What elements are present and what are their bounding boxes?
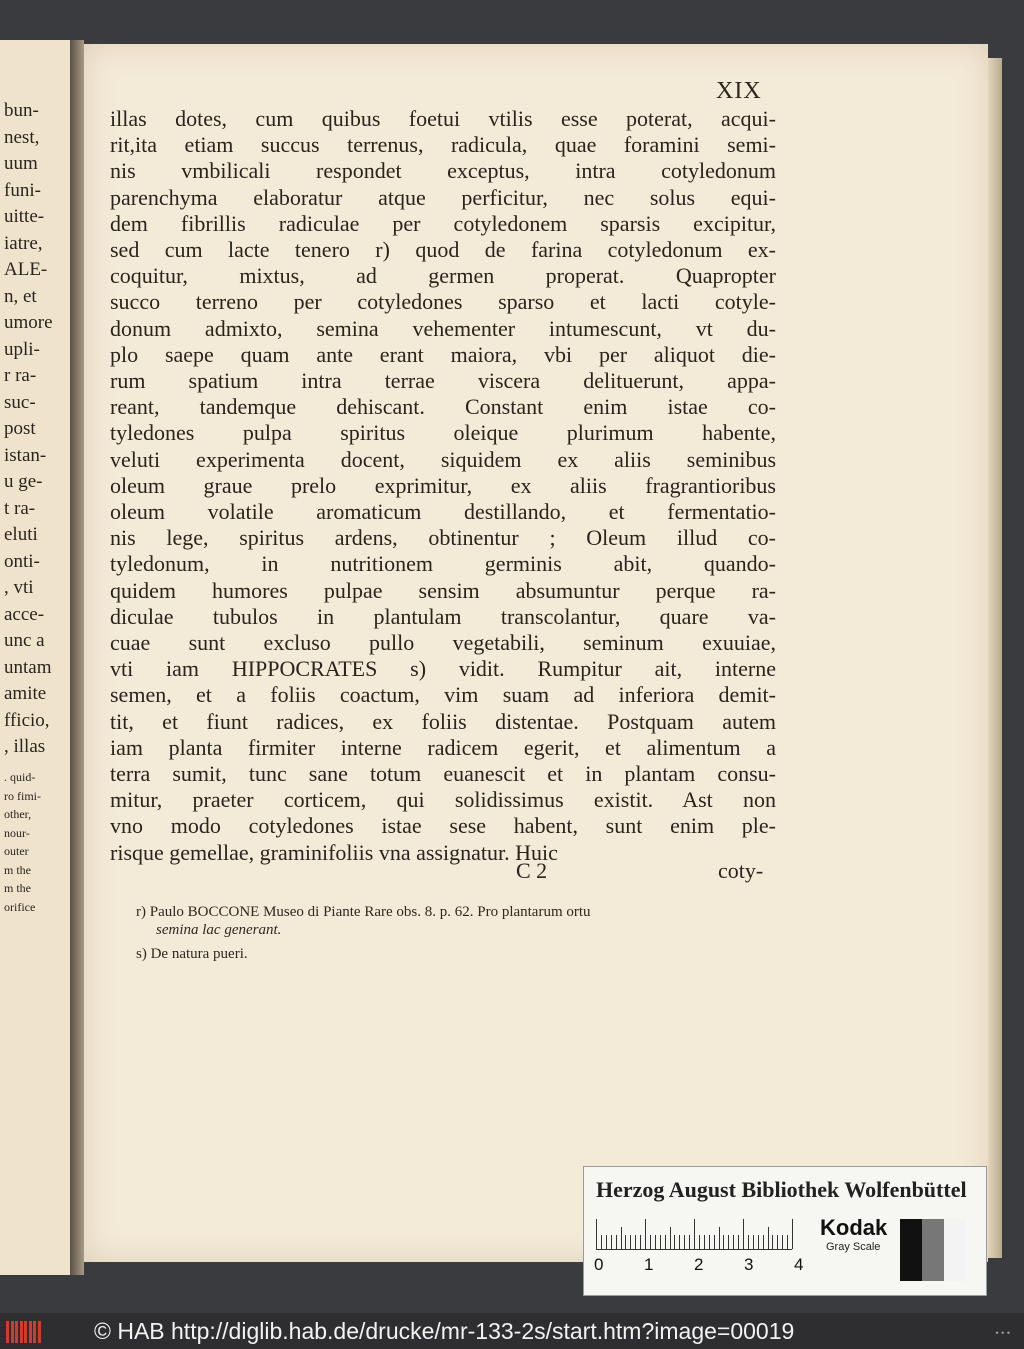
left-page-fragment: r ra- (4, 365, 37, 386)
left-page-fragment: . quid- (4, 770, 36, 784)
text-line: iam planta firmiter interne radicem egerit, et alimentum a (110, 734, 776, 760)
ruler-tick (777, 1235, 778, 1249)
text-line: donum admixto, semina vehementer intumescunt, vt du- (110, 315, 776, 341)
gray-patch-mid (922, 1219, 944, 1281)
ruler-tick (704, 1235, 705, 1249)
logo-bar (6, 1321, 9, 1343)
text-line: sed cum lacte tenero r) quod de farina cotyledonum ex- (110, 237, 776, 262)
ruler-tick (748, 1235, 749, 1249)
page-number: XIX (716, 78, 762, 104)
ruler-tick (694, 1219, 695, 1249)
text-line: rit,ita etiam succus terrenus, radicula, quae foramini semi- (110, 132, 776, 158)
library-label-card (583, 1166, 987, 1296)
text-line: tyledones pulpa spiritus oleique plurimum habente, (110, 420, 776, 446)
text-line: mitur, praeter corticem, qui solidissimus existit. Ast non (110, 787, 776, 813)
gray-scale-label: Gray Scale (826, 1241, 881, 1253)
left-page-fragment: , illas (4, 736, 46, 757)
left-page-fragment: funi- (4, 179, 41, 201)
left-page-fragment: eluti (4, 524, 38, 545)
footnote-r-continuation: semina lac generant. (156, 922, 282, 938)
text-line: semen, et a foliis coactum, vim suam ad inferiora demit- (110, 682, 776, 708)
text-line: rum spatium intra terrae viscera delituerunt, appa- (110, 368, 776, 393)
ruler-tick (699, 1235, 700, 1249)
ruler-tick (640, 1235, 641, 1249)
gray-patch-white (944, 1219, 966, 1281)
left-page-fragment: suc- (4, 391, 36, 413)
text-line: quidem humores pulpae sensim absumuntur perque ra- (110, 577, 776, 603)
left-page-fragment: upli- (4, 338, 40, 360)
left-page-fragment: t ra- (4, 497, 36, 519)
left-page-fragment: amite (4, 683, 47, 704)
text-line: terra sumit, tunc sane totum euanescit et in plantam consu- (110, 761, 776, 786)
ruler-tick (753, 1235, 754, 1249)
ruler-tick (787, 1235, 788, 1249)
left-page-fragment: orifice (4, 899, 36, 914)
left-page-fragment: istan- (4, 444, 47, 466)
ruler-tick (660, 1235, 661, 1249)
left-page-fragment: umore (4, 312, 53, 333)
scale-number: 3 (744, 1255, 754, 1274)
ruler-tick (645, 1219, 646, 1249)
text-line: coquitur, mixtus, ad germen properat. Quapropter (110, 263, 776, 289)
left-page-fragment: ro fimi- (4, 788, 41, 803)
scale-number: 2 (694, 1255, 704, 1274)
ruler-tick (719, 1227, 720, 1249)
library-name: Herzog August Bibliothek Wolfenbüttel (596, 1177, 967, 1202)
ruler-tick (625, 1235, 626, 1249)
ruler-tick (768, 1227, 769, 1249)
catchword: coty- (718, 858, 764, 883)
hab-logo-icon[interactable] (6, 1321, 42, 1343)
text-line: oleum graue prelo exprimitur, ex aliis fragrantioribus (110, 472, 776, 498)
ruler-tick (635, 1235, 636, 1249)
left-page-fragment: onti- (4, 550, 40, 572)
ruler-tick (709, 1235, 710, 1249)
ruler-tick (655, 1235, 656, 1249)
footnote-s: s) De natura pueri. (136, 946, 248, 962)
text-line: vti iam HIPPOCRATES s) vidit. Rumpitur ait, interne (110, 656, 776, 682)
text-line: dem fibrillis radiculae per cotyledonem sparsis excipitur, (110, 210, 776, 236)
left-page-fragment: , vti (4, 577, 34, 598)
text-line: cuae sunt excluso pullo vegetabili, seminum exuuiae, (110, 630, 776, 655)
scale-number: 1 (644, 1255, 654, 1274)
ruler-tick (674, 1235, 675, 1249)
left-page-fragment: iatre, (4, 232, 43, 254)
scale-number: 4 (794, 1255, 804, 1274)
ruler-tick (758, 1235, 759, 1249)
left-page-fragment: outer (4, 844, 29, 858)
ruler-tick (621, 1227, 622, 1249)
footer-bar (0, 1313, 1024, 1349)
left-page-fragment: n, et (4, 285, 37, 307)
gray-patch-black (900, 1219, 922, 1281)
text-line: oleum volatile aromaticum destillando, et fermentatio- (110, 499, 776, 524)
footer-dots-icon: • • • (995, 1328, 1010, 1338)
ruler-tick (689, 1235, 690, 1249)
ruler-tick (684, 1235, 685, 1249)
ruler-tick (596, 1219, 597, 1249)
footer-copyright-link[interactable]: © HAB http://diglib.hab.de/drucke/mr-133-2s/start.htm?image=00019 (94, 1318, 795, 1344)
ruler-tick (665, 1235, 666, 1249)
logo-bar (29, 1321, 32, 1343)
text-line: tyledonum, in nutritionem germinis abit, quando- (110, 551, 776, 577)
left-page-fragment: fficio, (4, 709, 50, 731)
logo-bar (11, 1321, 14, 1343)
scale-ruler (596, 1215, 792, 1250)
left-page-fragment: bun- (4, 100, 39, 121)
left-page-fragment: u ge- (4, 471, 43, 492)
ruler-tick (792, 1219, 793, 1249)
scale-number: 0 (594, 1255, 604, 1274)
logo-bar (38, 1321, 41, 1343)
text-line: diculae tubulos in plantulam transcolantur, quare va- (110, 603, 776, 629)
ruler-tick (630, 1235, 631, 1249)
left-page-fragment: untam (4, 656, 52, 678)
ruler-tick (611, 1235, 612, 1249)
ruler-tick (616, 1235, 617, 1249)
ruler-tick (763, 1235, 764, 1249)
text-line: illas dotes, cum quibus foetui vtilis esse poterat, acqui- (110, 106, 776, 131)
left-page-fragment: uum (4, 153, 38, 174)
left-facing-page (0, 40, 74, 1275)
text-line: plo saepe quam ante erant maiora, vbi per aliquot die- (110, 341, 776, 367)
logo-bar (24, 1321, 27, 1343)
left-page-fragment: acce- (4, 603, 45, 625)
logo-bar (20, 1321, 23, 1343)
ruler-tick (772, 1235, 773, 1249)
text-line: parenchyma elaboratur atque perficitur, nec solus equi- (110, 184, 776, 210)
kodak-logo-text: Kodak (820, 1215, 888, 1240)
logo-bar (15, 1321, 18, 1343)
text-line: reant, tandemque dehiscant. Constant enim istae co- (110, 394, 776, 420)
left-page-fragment: m the (4, 862, 31, 877)
ruler-tick (723, 1235, 724, 1249)
page-edge (988, 58, 1002, 1258)
text-line: tit, et fiunt radices, ex foliis distentae. Postquam autem (110, 708, 776, 734)
ruler-tick (738, 1235, 739, 1249)
ruler-tick (679, 1235, 680, 1249)
ruler-tick (733, 1235, 734, 1249)
left-page-fragment: post (4, 418, 36, 439)
ruler-tick (782, 1235, 783, 1249)
left-page-fragment: nest, (4, 126, 40, 148)
left-page-fragment: ALE- (4, 259, 48, 280)
ruler-tick (728, 1235, 729, 1249)
left-page-fragment: m the (4, 881, 31, 895)
text-line: risque gemellae, graminifoliis vna assignatur. Huic (110, 839, 558, 865)
ruler-tick (670, 1227, 671, 1249)
logo-bar (33, 1321, 36, 1343)
text-line: vno modo cotyledones istae sese habent, sunt enim ple- (110, 813, 776, 839)
footnote-r: r) Paulo BOCCONE Museo di Piante Rare obs. 8. p. 62. Pro plantarum ortu (136, 904, 591, 920)
left-page-fragment: unc a (4, 630, 45, 651)
text-line: nis lege, spiritus ardens, obtinentur ; Oleum illud co- (110, 525, 776, 551)
ruler-tick (714, 1235, 715, 1249)
signature-mark: C 2 (516, 858, 548, 883)
left-page-fragment: uitte- (4, 206, 45, 227)
book-spine (70, 40, 84, 1275)
left-page-fragment: nour- (4, 825, 30, 840)
text-line: succo terreno per cotyledones sparso et lacti cotyle- (110, 289, 776, 315)
ruler-tick (606, 1235, 607, 1249)
text-line: veluti experimenta docent, siquidem ex aliis seminibus (110, 446, 776, 472)
ruler-tick (601, 1235, 602, 1249)
text-line: nis vmbilicali respondet exceptus, intra cotyledonum (110, 158, 776, 184)
ruler-tick (743, 1219, 744, 1249)
ruler-tick (650, 1235, 651, 1249)
left-page-fragment: other, (4, 807, 32, 821)
